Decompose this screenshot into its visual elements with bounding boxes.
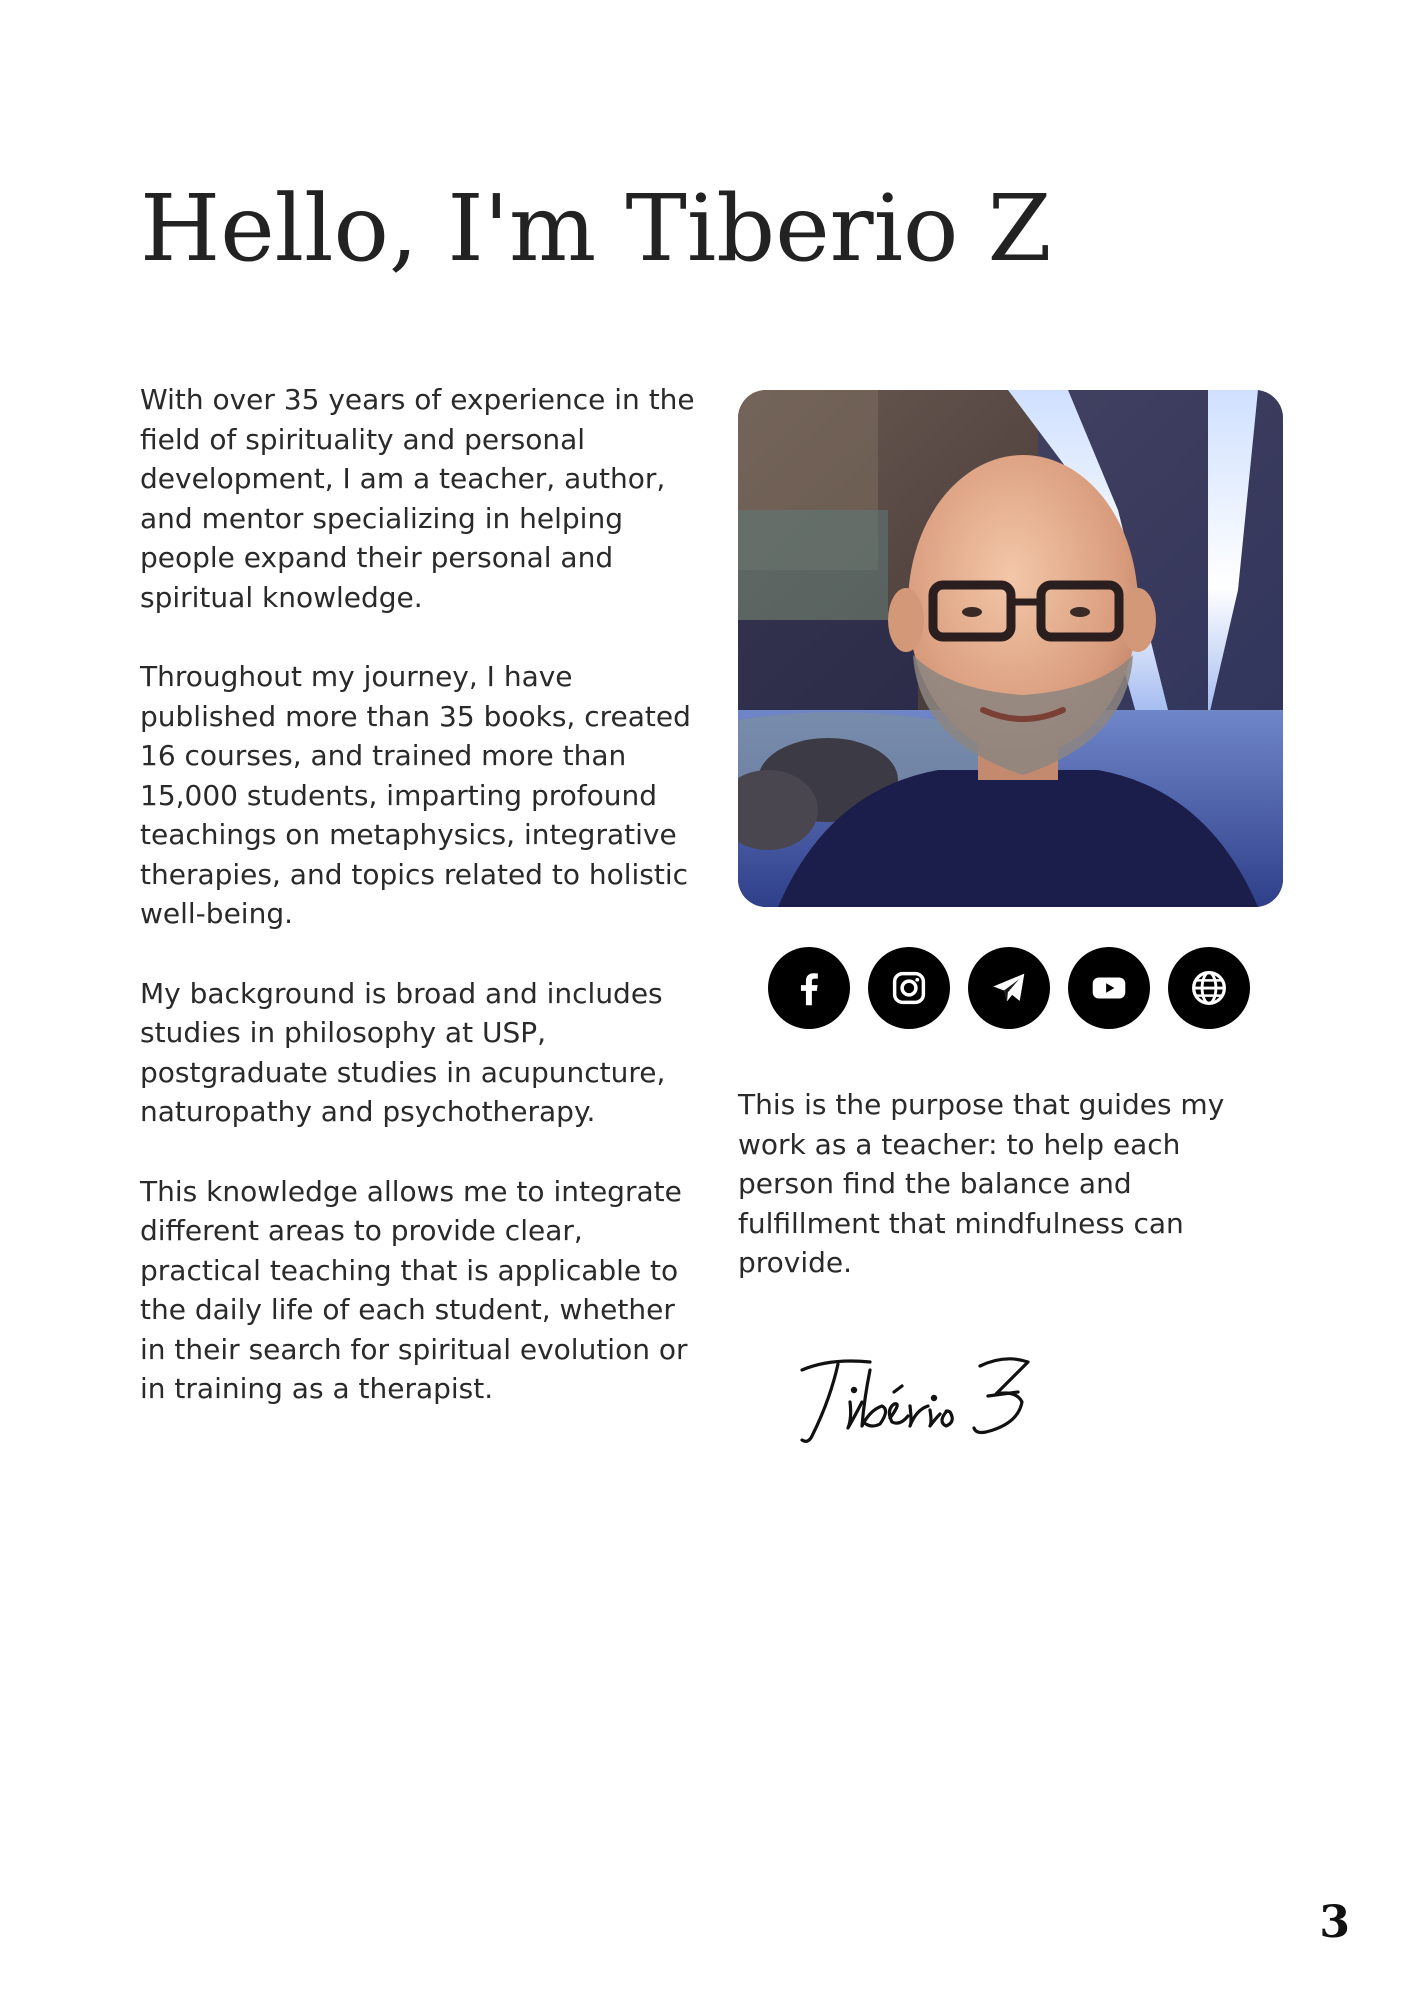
purpose-paragraph: This is the purpose that guides my work as a teacher: to help each person find the balance and fulfillment that mindfulness can provide. [738,1088,1225,1279]
instagram-icon[interactable] [868,947,950,1029]
globe-icon[interactable] [1168,947,1250,1029]
social-links [768,947,1250,1029]
page-number: 3 [1319,1897,1350,1948]
youtube-icon[interactable] [1068,947,1150,1029]
facebook-icon[interactable] [768,947,850,1029]
intro-paragraph-experience: With over 35 years of experience in the field of spirituality and personal development, I am a teacher, author, and mentor specializing in helping people expand their personal and spiritual knowledge. [140,383,695,614]
intro-paragraph-journey: Throughout my journey, I have published more than 35 books, created 16 courses, and trained more than 15,000 students, imparting profound teachings on metaphysics, integrative therapies, and topics related to holistic well-being. [140,660,691,930]
intro-text-column [140,380,700,1449]
handwritten-signature [790,1340,1050,1450]
intro-paragraph-background: My background is broad and includes studies in philosophy at USP, postgraduate studies in acupuncture, naturopathy and psychotherapy. [140,976,666,1128]
telegram-icon[interactable] [968,947,1050,1029]
intro-paragraph-knowledge: This knowledge allows me to integrate different areas to provide clear, practical teaching that is applicable to the daily life of each student, whether in their search for spiritual evolution or in training as a therapist. [140,1174,688,1405]
page-title: Hello, I'm Tiberio Z [140,175,1052,282]
author-portrait-photo [738,390,1283,907]
